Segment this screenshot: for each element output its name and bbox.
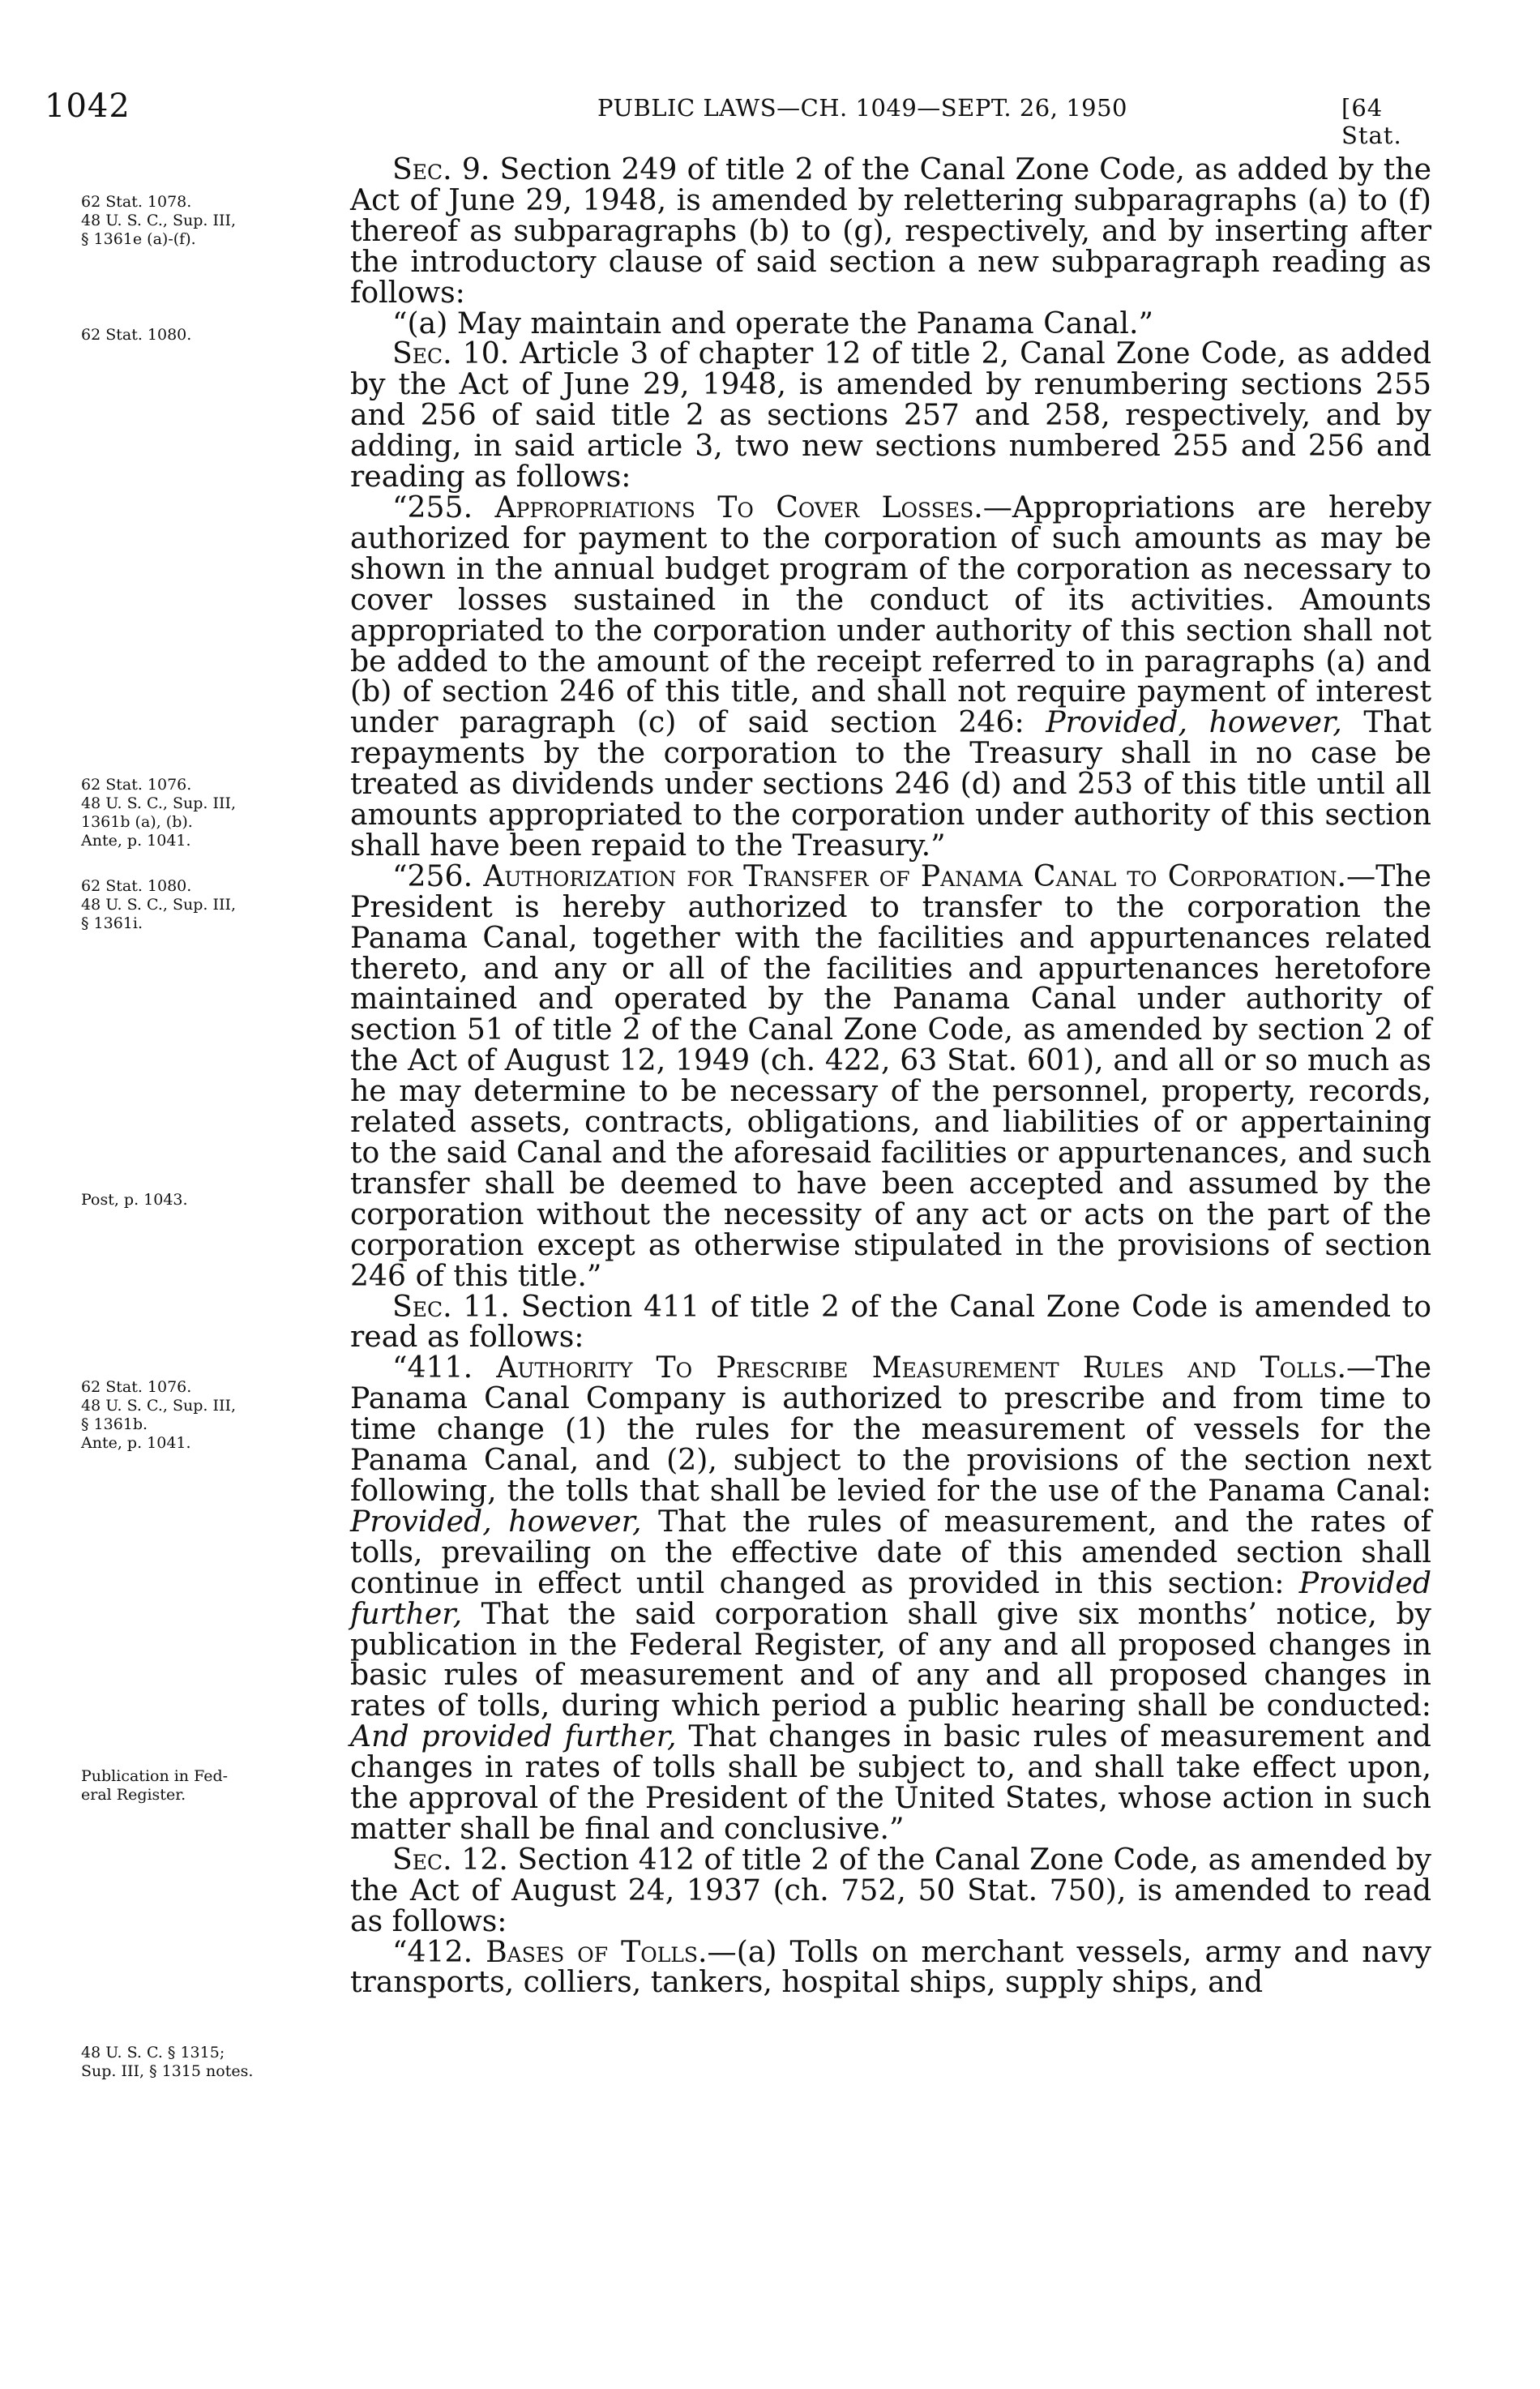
section-9-quote: “(a) May maintain and operate the Panama Canal.” — [392, 305, 1153, 340]
section-heading: “255. Appropriations To Cover Losses. — [392, 489, 983, 524]
section-411: “411. Authority To Prescribe Measurement Rules and Tolls.—The Panama Canal Company is authorized to prescribe and from time to time change (1) the rules for the measurement of vessels for the Panama Canal, and (2), subject to the provisions of the section next following, the tolls that shall be levied for the use of the Panama Canal: Provided, however, That the rules of measurement, and the rates of tolls, prevailing on the effective date of this amended section shall continue in effect until changed as provided in this section: Provided further, That the said corporation shall give six months’ notice, by publication in the Federal Register, of any and all proposed changes in basic rules of measurement and of any and all proposed changes in rates of tolls, during which period a public hearing shall be conducted: And provided further, That changes in basic rules of measurement and changes in rates of tolls shall be subject to, and shall take effect upon, the approval of the President of the United States, whose action in such matter shall be final and conclusive.” — [350, 1350, 1431, 1846]
section-text: Section 249 of title 2 of the Canal Zone Code, as added by the Act of June 29, 1948, is amended by relettering subparagraphs (a) to (f) thereof as subparagraphs (b) to (g), respectively, and by inserting after the introductory clause of said section a new subparagraph reading as follows: — [350, 152, 1431, 310]
proviso: Provided further, — [350, 1565, 1431, 1631]
marginal-note: 62 Stat. 1076. 48 U. S. C., Sup. III, 1361b (a), (b). Ante, p. 1041. — [81, 776, 237, 850]
section-10 — [350, 338, 1431, 492]
page-header — [45, 88, 1439, 149]
marginal-note: 62 Stat. 1078. 48 U. S. C., Sup. III, § 1361e (a)-(f). — [81, 193, 237, 248]
section-label: Sec. 9. — [392, 152, 490, 186]
section-12 — [350, 1841, 1431, 1938]
section-text: Article 3 of chapter 12 of title 2, Canal Zone Code, as added by the Act of June 29, 1948, is amended by renumbering sections 255 and 256 of said title 2 as sections 257 and 258, respectively, and by adding, in said article 3, two new sections numbered 255 and 256 and reading as follows: — [350, 336, 1431, 494]
section-9 — [350, 154, 1431, 308]
section-heading: “411. Authority To Prescribe Measurement Rules and Tolls. — [392, 1350, 1346, 1385]
marginal-note: 62 Stat. 1080. 48 U. S. C., Sup. III, § 1361i. — [81, 877, 237, 932]
section-11 — [350, 1288, 1431, 1355]
marginal-note: Post, p. 1043. — [81, 1191, 188, 1209]
page-number: 1042 — [45, 88, 130, 125]
statute-text — [350, 152, 1431, 2000]
section-heading: “256. Authorization for Transfer of Panama Canal to Corporation. — [392, 858, 1346, 893]
section-256: “256. Authorization for Transfer of Panama Canal to Corporation.—The President is hereby authorized to transfer to the corporation the Panama Canal, together with the facilities and appurtenances related thereto, and any or all of the facilities and appurtenances heretofore maintained and operated by the Panama Canal under authority of section 51 of title 2 of the Canal Zone Code, as amended by section 2 of the Act of August 12, 1949 (ch. 422, 63 Stat. 601), and all or so much as he may determine to be necessary of the personnel, property, records, related assets, contracts, obligations, and liabilities of or appertaining to the said Canal and the aforesaid facilities or appurtenances, and such transfer shall be deemed to have been accepted and assumed by the corporation without the necessity of any act or acts on the part of the corporation except as otherwise stipulated in the provisions of section 246 of this title.” — [350, 858, 1431, 1293]
proviso: Provided, however, — [350, 1503, 642, 1539]
proviso: And provided further, — [350, 1719, 677, 1754]
section-label: Sec. 11. — [392, 1288, 510, 1324]
marginal-note: 48 U. S. C. § 1315; Sup. III, § 1315 notes. — [81, 2044, 254, 2080]
section-text: Section 411 of title 2 of the Canal Zone Code is amended to read as follows: — [350, 1288, 1431, 1355]
running-title: PUBLIC LAWS—CH. 1049—SEPT. 26, 1950 — [597, 94, 1127, 122]
marginal-note: 62 Stat. 1080. — [81, 326, 192, 344]
section-label: Sec. 10. — [392, 336, 510, 371]
section-412: “412. Bases of Tolls.—(a) Tolls on merchant vessels, army and navy transports, colliers, tankers, hospital ships, supply ships, and — [350, 1933, 1431, 2000]
marginal-note: Publication in Fed- eral Register. — [81, 1767, 229, 1804]
proviso: Provided, however, — [1046, 704, 1342, 740]
section-heading: “412. Bases of Tolls. — [392, 1933, 708, 1969]
volume-reference: [64 Stat. — [1341, 94, 1402, 149]
section-label: Sec. 12. — [392, 1841, 508, 1877]
section-text: Section 412 of title 2 of the Canal Zone Code, as amended by the Act of August 24, 1937 (ch. 752, 50 Stat. 750), is amended to read as follows: — [350, 1841, 1431, 1938]
section-255: “255. Appropriations To Cover Losses.—Appropriations are hereby authorized for payment to the corporation of such amounts as may be shown in the annual budget program of the corporation as necessary to cover losses sustained in the conduct of its activities. Amounts appropriated to the corporation under authority of this section shall not be added to the amount of the receipt referred to in paragraphs (a) and (b) of section 246 of this title, and shall not require payment of interest under paragraph (c) of said section 246: Provided, however, That repayments by the corporation to the Treasury shall in no case be treated as dividends under sections 246 (d) and 253 of this title until all amounts appropriated to the corporation under authority of this section shall have been repaid to the Treasury.” — [350, 489, 1431, 863]
marginal-note: 62 Stat. 1076. 48 U. S. C., Sup. III, § 1361b. Ante, p. 1041. — [81, 1378, 237, 1452]
